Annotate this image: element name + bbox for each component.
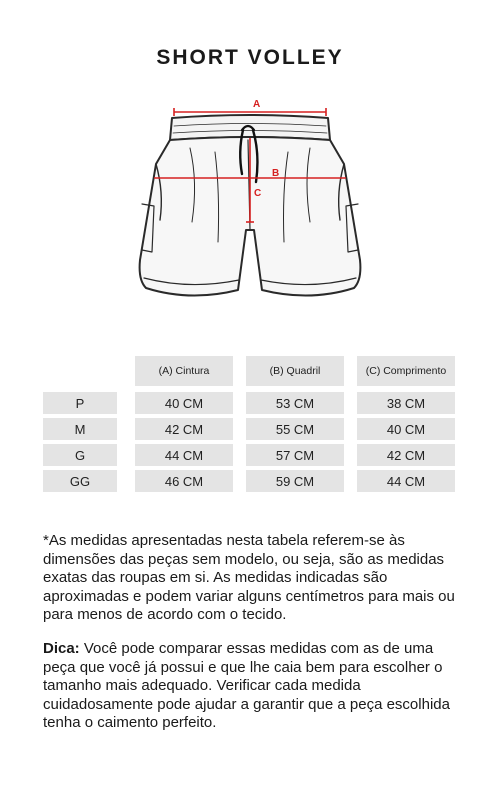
measure-label-a: A: [253, 99, 261, 110]
table-cell: 57 CM: [246, 444, 344, 466]
table-cell: 53 CM: [246, 392, 344, 414]
row-size-label: GG: [43, 470, 117, 492]
tip-text: Você pode comparar essas medidas com as de uma peça que você já possui e que lhe caia bem para escolher o tamanho mais adequado. Verificar cada medida cuidadosamente pode ajudar a garantir que a peça escolhida tenha o caimento perfeito.: [43, 640, 450, 731]
measure-label-b: B: [272, 168, 280, 179]
table-cell: 44 CM: [357, 470, 455, 492]
table-cell: 55 CM: [246, 418, 344, 440]
page-title: SHORT VOLLEY: [156, 46, 344, 69]
column-header-waist: (A) Cintura: [135, 356, 233, 386]
table-cell: 40 CM: [357, 418, 455, 440]
column-header-length: (C) Comprimento: [357, 356, 455, 386]
row-size-label: G: [43, 444, 117, 466]
table-cell: 42 CM: [135, 418, 233, 440]
row-size-label: M: [43, 418, 117, 440]
measurement-disclaimer: *As medidas apresentadas nesta tabela referem-se às dimensões das peças sem modelo, ou seja, são as medidas exatas das roupas em si. As medidas indicadas são aproximadas e podem variar alguns centímetros para mais ou para menos de acordo com o tecido.: [43, 532, 455, 623]
row-size-label: P: [43, 392, 117, 414]
tip-label: Dica:: [43, 640, 80, 657]
tip-paragraph: [43, 640, 463, 733]
shorts-illustration: [120, 92, 380, 322]
measure-label-c: C: [254, 188, 262, 199]
table-cell: 42 CM: [357, 444, 455, 466]
table-cell: 44 CM: [135, 444, 233, 466]
table-cell: 59 CM: [246, 470, 344, 492]
column-header-hip: (B) Quadril: [246, 356, 344, 386]
table-cell: 46 CM: [135, 470, 233, 492]
table-cell: 40 CM: [135, 392, 233, 414]
table-cell: 38 CM: [357, 392, 455, 414]
